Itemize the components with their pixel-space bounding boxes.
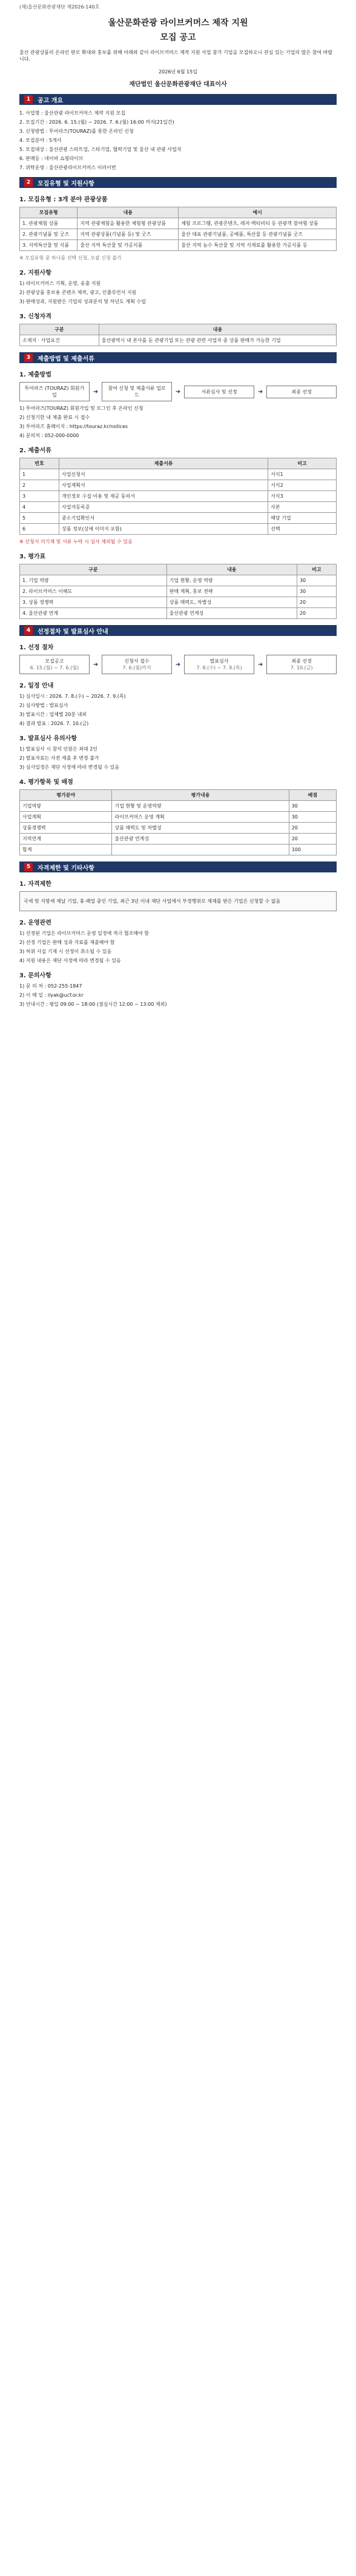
table-cell: 20	[297, 597, 336, 608]
selection-step	[19, 655, 90, 674]
contact-line: 3) 안내시간 : 평일 09:00 ~ 18:00 (점심시간 12:00 ~ 13:00 제외)	[19, 1002, 167, 1007]
arrow-icon: ➜	[93, 661, 99, 668]
table-row	[20, 801, 337, 812]
restrictions-text: 국세 및 지방세 체납 기업, 휴·폐업 중인 기업, 최근 3년 이내 재단 사업에서 부정행위로 제재를 받은 기업은 신청할 수 없음	[24, 898, 281, 904]
step-date: 7. 6.(월)까지	[122, 665, 151, 671]
presentation-note: 1) 발표심사 시 참석 인원은 최대 2인	[19, 746, 98, 752]
table-cell: 5	[20, 513, 59, 524]
step-label: 발표심사	[209, 658, 229, 664]
operation-line: 1) 선정된 기업은 라이브커머스 운영 일정에 적극 협조해야 함	[19, 931, 150, 936]
table-cell: 30	[289, 812, 336, 823]
table-cell: 20	[289, 834, 336, 845]
table-row	[20, 469, 337, 480]
table-cell: 지역 관광체험을 활용한 체험형 관광상품	[77, 218, 179, 229]
arrow-icon: ➜	[93, 388, 99, 395]
selection-step	[184, 655, 254, 674]
submission-docs-table	[19, 458, 337, 535]
step-label: 최종 선정	[291, 658, 312, 664]
overview-item: 1. 사업명 : 울산관광 라이브커머스 제작 지원 모집	[19, 110, 125, 116]
table-row	[20, 524, 337, 535]
table-cell: 1	[20, 469, 59, 480]
table-cell: 합계	[20, 845, 112, 855]
eligibility-table	[19, 324, 337, 346]
table-cell: 상품 매력도 및 차별성	[112, 823, 289, 834]
table-cell: 2	[20, 480, 59, 491]
table-note: ※ 모집유형 중 하나를 선택 신청, 포괄 신청 불가	[19, 255, 122, 261]
table-cell: 지역연계	[20, 834, 112, 845]
submission-line: 2) 신청기한 내 제출 완료 시 접수	[19, 415, 90, 420]
table-header: 평가내용	[112, 790, 289, 801]
schedule-line: 2) 심사방법 : 발표심사	[19, 703, 68, 708]
selection-step	[102, 655, 172, 674]
table-cell: 6	[20, 524, 59, 535]
table-cell: 체험 프로그램, 관광콘텐츠, 레저·액티비티 등 관광객 참여형 상품	[179, 218, 337, 229]
section-number: 5	[24, 863, 33, 871]
table-cell: 3. 상품 경쟁력	[20, 597, 167, 608]
table-cell: 4	[20, 502, 59, 513]
submission-steps	[19, 382, 337, 401]
evaluation-title: 3. 평가표	[19, 554, 46, 560]
step-date: 7. 10.(금)	[290, 665, 313, 671]
table-cell: 2. 라이브커머스 이해도	[20, 586, 167, 597]
table-cell: 울산 대표 관광기념품, 공예품, 특산물 등 관광기념품 굿즈	[179, 229, 337, 240]
table-header: 내용	[99, 324, 336, 335]
arrow-icon: ➜	[175, 388, 181, 395]
presentation-notes-title: 3. 발표심사 유의사항	[19, 735, 77, 742]
table-row	[20, 240, 337, 251]
operation-line: 2) 선정 기업은 판매 성과 자료를 제출해야 함	[19, 940, 115, 945]
evaluation-table	[19, 564, 337, 619]
table-header: 비고	[268, 458, 337, 469]
table-cell: 지역 관광상품(기념품 등) 및 굿즈	[77, 229, 179, 240]
step-label: 모집공고	[45, 658, 64, 664]
table-header: 모집유형	[20, 207, 77, 218]
table-header: 평가분야	[20, 790, 112, 801]
table-row	[20, 513, 337, 524]
operation-title: 2. 운영관련	[19, 920, 51, 926]
table-cell: 서식1	[268, 469, 337, 480]
table-cell: 울산 지역 농수 특산물 및 지역 식재료를 활용한 가공식품 등	[179, 240, 337, 251]
contact-line: 2) 이 메 일 : ilyak@ucf.or.kr	[19, 992, 84, 998]
overview-item: 3. 신청방법 : 투어라즈(TOURAZ)를 통한 온라인 신청	[19, 129, 134, 134]
table-cell: 20	[289, 823, 336, 834]
table-header: 예시	[179, 207, 337, 218]
table-header: 내용	[77, 207, 179, 218]
table-cell: 기업 현황 및 운영역량	[112, 801, 289, 812]
intro-text: 울산 관광상품의 온라인 판로 확대와 홍보를 위해 아래와 같이 라이브커머스 제작 지원 사업 참가 기업을 모집하오니 관심 있는 기업의 많은 참여 바랍니다.	[19, 50, 333, 62]
table-cell: 상품경쟁력	[20, 823, 112, 834]
table-cell: 30	[297, 586, 336, 597]
table-cell: 울산관광 연계성	[112, 834, 289, 845]
table-row	[20, 608, 337, 619]
table-row	[20, 335, 337, 346]
table-cell: 기업역량	[20, 801, 112, 812]
table-cell: 사본	[268, 502, 337, 513]
table-cell: 소재지 · 사업요건	[20, 335, 99, 346]
table-cell: 해당 기업	[268, 513, 337, 524]
table-header: 번호	[20, 458, 59, 469]
section-restrictions	[19, 861, 337, 872]
submission-step: 참여 신청 및 제출서류 업로드	[102, 382, 172, 401]
notice-title-line2: 모집 공고	[160, 33, 196, 42]
table-cell: 1. 기업 역량	[20, 575, 167, 586]
submission-line: 4) 문의처 : 052-000-0000	[19, 433, 79, 438]
operation-line: 3) 허위 사실 기재 시 선정이 취소될 수 있음	[19, 949, 112, 954]
table-row	[20, 834, 337, 845]
arrow-icon: ➜	[257, 661, 263, 668]
overview-item: 4. 모집분야 : 5개사	[19, 138, 62, 143]
notice-number: (재)울산문화관광재단 제2026-140호	[19, 4, 100, 10]
submission-line: 1) 투어라즈(TOURAZ) 회원가입 및 로그인 후 온라인 신청	[19, 406, 143, 411]
table-cell: 울산관광 연계성	[166, 608, 297, 619]
support-item: 3) 판매성과, 지원받은 기업의 성과분석 및 차년도 계획 수립	[19, 299, 146, 304]
table-row	[20, 823, 337, 834]
table-cell: 4. 울산관광 연계	[20, 608, 167, 619]
section-number: 2	[24, 178, 33, 187]
overview-item: 6. 판매등 : 네이버 쇼핑라이브	[19, 156, 84, 161]
presentation-note: 3) 심사일정은 재단 사정에 따라 변경될 수 있음	[19, 764, 120, 770]
table-header: 구분	[20, 564, 167, 575]
table-cell: 울산광역시 내 본사를 둔 관광기업 또는 관광 관련 사업자 중 상품 판매가 가능한 기업	[99, 335, 336, 346]
table-cell: 선택	[268, 524, 337, 535]
table-header: 구분	[20, 324, 99, 335]
submission-docs-title: 2. 제출서류	[19, 447, 51, 454]
score-title: 4. 평가항목 및 배점	[19, 779, 73, 786]
table-header: 배점	[289, 790, 336, 801]
schedule-line: 4) 결과 발표 : 2026. 7. 10.(금)	[19, 721, 89, 726]
selection-steps	[19, 655, 337, 674]
submission-note: ※ 신청서 미기재 및 서류 누락 시 심사 제외될 수 있음	[19, 539, 133, 544]
table-row	[20, 502, 337, 513]
table-header: 내용	[166, 564, 297, 575]
table-cell: 사업자등록증	[59, 502, 268, 513]
restrictions-subtitle: 1. 자격제한	[19, 881, 51, 888]
step-date: 6. 15.(월) ~ 7. 6.(월)	[30, 665, 79, 671]
support-item: 2) 관광상품 홍보용 콘텐츠 제작, 광고, 인플루언서 지원	[19, 290, 137, 295]
submission-step: 최종 선정	[266, 386, 337, 398]
section-submission	[19, 352, 337, 363]
table-row	[20, 491, 337, 502]
section-number: 3	[24, 353, 33, 362]
section-title: 선정절차 및 발표심사 안내	[38, 628, 108, 635]
table-cell: 기업 현황, 운영 역량	[166, 575, 297, 586]
selection-step	[266, 655, 337, 674]
table-row	[20, 812, 337, 823]
overview-item: 7. 위탁운영 : 울산관광라이브커머스 이러이번	[19, 165, 116, 170]
selection-subtitle: 1. 선정 절차	[19, 644, 54, 651]
contact-line: 1) 문 의 처 : 052-255-1847	[19, 983, 82, 989]
section-number: 1	[24, 95, 33, 104]
section-title: 공고 개요	[38, 97, 64, 104]
table-cell: 서식2	[268, 480, 337, 491]
section-title: 모집유형 및 지원사항	[38, 180, 94, 187]
table-cell: 서식3	[268, 491, 337, 502]
organization-sign: 재단법인 울산문화관광재단 대표이사	[129, 81, 227, 88]
overview-item: 5. 모집대상 : 울산관광 스타트업, 스타기업, 협력기업 및 울산 내 관광 사업자	[19, 147, 182, 152]
section-number: 4	[24, 626, 33, 635]
table-cell: 판매 계획, 홍보 전략	[166, 586, 297, 597]
table-cell: 중소기업확인서	[59, 513, 268, 524]
overview-item: 2. 모집기간 : 2026. 6. 15.(월) ~ 2026. 7. 6.(월) 16:00 까지(21일간)	[19, 119, 174, 125]
table-row	[20, 845, 337, 855]
table-cell: 상품 정보(상세 이미지 포함)	[59, 524, 268, 535]
table-cell: 2. 관광기념품 및 굿즈	[20, 229, 77, 240]
table-cell: 사업계획	[20, 812, 112, 823]
recruit-type-subtitle: 1. 모집유형 : 3개 분야 관광상품	[19, 196, 108, 203]
submission-step: 서류심사 및 선정	[184, 386, 254, 398]
recruit-type-table	[19, 207, 337, 251]
schedule-title: 2. 일정 안내	[19, 683, 54, 689]
table-cell: 1. 관광체험 상품	[20, 218, 77, 229]
arrow-icon: ➜	[257, 388, 263, 395]
support-title: 2. 지원사항	[19, 270, 51, 276]
table-row	[20, 480, 337, 491]
step-date: 7. 8.(수) ~ 7. 9.(목)	[196, 665, 242, 671]
table-cell: 개인정보 수집·이용 및 제공 동의서	[59, 491, 268, 502]
notice-title-line1: 울산문화관광 라이브커머스 제작 지원	[108, 18, 248, 28]
section-overview	[19, 94, 337, 105]
arrow-icon: ➜	[175, 661, 181, 668]
table-cell: 라이브커머스 운영 계획	[112, 812, 289, 823]
table-cell: 20	[297, 608, 336, 619]
table-row	[20, 597, 337, 608]
table-cell: 울산 지역 특산물 및 가공식품	[77, 240, 179, 251]
presentation-note: 2) 발표자료는 사전 제출 후 변경 불가	[19, 755, 99, 761]
step-label: 신청서 접수	[124, 658, 150, 664]
schedule-line: 1) 심사일시 : 2026. 7. 8.(수) ~ 2026. 7. 9.(목)	[19, 694, 126, 699]
table-header: 비고	[297, 564, 336, 575]
table-row	[20, 575, 337, 586]
table-cell: 30	[297, 575, 336, 586]
table-cell: 3	[20, 491, 59, 502]
table-cell: 사업신청서	[59, 469, 268, 480]
schedule-line: 3) 발표시간 : 업체별 20분 내외	[19, 712, 87, 717]
submission-step: 투어라즈 (TOURAZ) 회원가입	[19, 382, 90, 401]
table-row	[20, 218, 337, 229]
table-row	[20, 229, 337, 240]
table-cell: 100	[289, 845, 336, 855]
table-cell: 30	[289, 801, 336, 812]
submission-line: 3) 투어라즈 홈페이지 : https://touraz.kr/notices	[19, 424, 128, 429]
table-header: 제출서류	[59, 458, 268, 469]
contact-title: 3. 문의사항	[19, 972, 51, 979]
submission-method-title: 1. 제출방법	[19, 372, 51, 378]
table-cell: 사업계획서	[59, 480, 268, 491]
section-title: 자격제한 및 기타사항	[38, 865, 94, 872]
table-row	[20, 586, 337, 597]
table-cell	[112, 845, 289, 855]
support-item: 1) 라이브커머스 기획, 운영, 송출 지원	[19, 281, 101, 286]
operation-line: 4) 지원 내용은 재단 사정에 따라 변경될 수 있음	[19, 958, 121, 963]
score-table	[19, 789, 337, 855]
table-cell: 3. 지역특산물 및 식품	[20, 240, 77, 251]
section-selection	[19, 625, 337, 636]
eligibility-title: 3. 신청자격	[19, 313, 51, 320]
table-cell: 상품 매력도, 차별성	[166, 597, 297, 608]
restrictions-box	[19, 891, 337, 911]
section-recruit-type	[19, 177, 337, 188]
section-title: 제출방법 및 제출서류	[38, 355, 94, 363]
notice-date: 2026년 6월 15일	[159, 69, 197, 75]
